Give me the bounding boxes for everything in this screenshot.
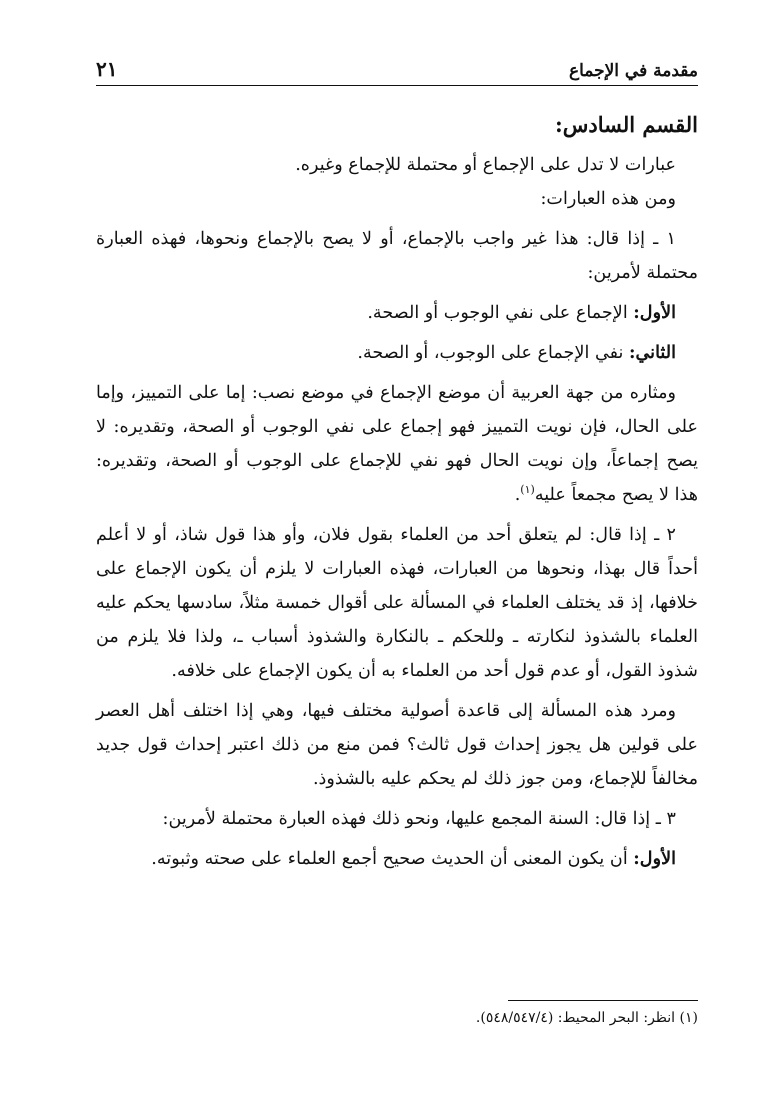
- footnote-reference[interactable]: (١): [520, 483, 535, 497]
- item-1-second-label: الثاني:: [629, 342, 676, 363]
- item-1-explanation: [96, 376, 698, 512]
- page-header: [96, 52, 698, 86]
- section-intro: عبارات لا تدل على الإجماع أو محتملة للإجماع وغيره.: [295, 155, 676, 175]
- footnote-1: (١) انظر: البحر المحيط: (٥٤٨/٥٤٧/٤).: [475, 1010, 698, 1026]
- item-2-explanation: ومرد هذه المسألة إلى قاعدة أصولية مختلف فيها، وهي إذا اختلف أهل العصر على قولين هل يجوز إحداث قول ثالث؟ فمن منع من ذلك اعتبر إحداث قول جديد مخالفاً للإجماع، ومن جوز ذلك لم يحكم عليه بالشذوذ.: [96, 701, 698, 789]
- running-title: مقدمة في الإجماع: [568, 61, 698, 81]
- footnotes: [96, 1000, 698, 1029]
- item-1-first-label: الأول:: [633, 302, 676, 323]
- item-1-second-text: نفي الإجماع على الوجوب، أو الصحة.: [357, 343, 630, 363]
- section-heading: القسم السادس:: [555, 112, 698, 137]
- footnote-divider: [508, 1000, 698, 1001]
- item-1-first-text: الإجماع على نفي الوجوب أو الصحة.: [367, 303, 634, 323]
- section-lead-in: ومن هذه العبارات:: [540, 189, 676, 209]
- item-1-first-option: [96, 296, 698, 330]
- item-1-second-option: [96, 336, 698, 370]
- item-3-first-label: الأول:: [633, 848, 676, 869]
- item-3-paragraph: ٣ ـ إذا قال: السنة المجمع عليها، ونحو ذلك فهذه العبارة محتملة لأمرين:: [162, 809, 676, 829]
- item-3-first-option: [96, 842, 698, 876]
- item-2-paragraph: ٢ ـ إذا قال: لم يتعلق أحد من العلماء بقول فلان، وأو هذا قول شاذ، أو لا أعلم أحداً قال بهذا، ونحوها من العبارات، فهذه العبارات لا يلزم أن يكون الإجماع على خلافها، إذ قد يختلف العلماء في المسألة على أقوال خمسة مثلاً، سادسها يحكم عليه العلماء بالشذوذ لنكارته ـ وللحكم ـ بالنكارة والشذوذ أسباب ـ، ولذا فلا يلزم من شذوذ القول، أو عدم قول أحد من العلماء به أن يكون الإجماع على خلافه.: [96, 525, 698, 681]
- body-text: [96, 108, 698, 876]
- item-1-paragraph: ١ ـ إذا قال: هذا غير واجب بالإجماع، أو لا يصح بالإجماع ونحوها، فهذه العبارة محتملة لأمرين:: [96, 229, 698, 283]
- item-3-first-text: أن يكون المعنى أن الحديث صحيح أجمع العلماء على صحته وثبوته.: [151, 849, 634, 869]
- item-1-explanation-end: .: [514, 485, 521, 505]
- item-1-explanation-text: ومثاره من جهة العربية أن موضع الإجماع في موضع نصب: إما على التمييز، وإما على الحال، فإن نويت التمييز فهو إجماع على نفي الوجوب أو الصحة، وتقديره: لا يصح إجماعاً، وإن نويت الحال فهو نفي للإجماع على الوجوب أو الصحة، وتقديره: هذا لا يصح مجمعاً عليه: [96, 383, 698, 505]
- page-number: ٢١: [96, 57, 118, 81]
